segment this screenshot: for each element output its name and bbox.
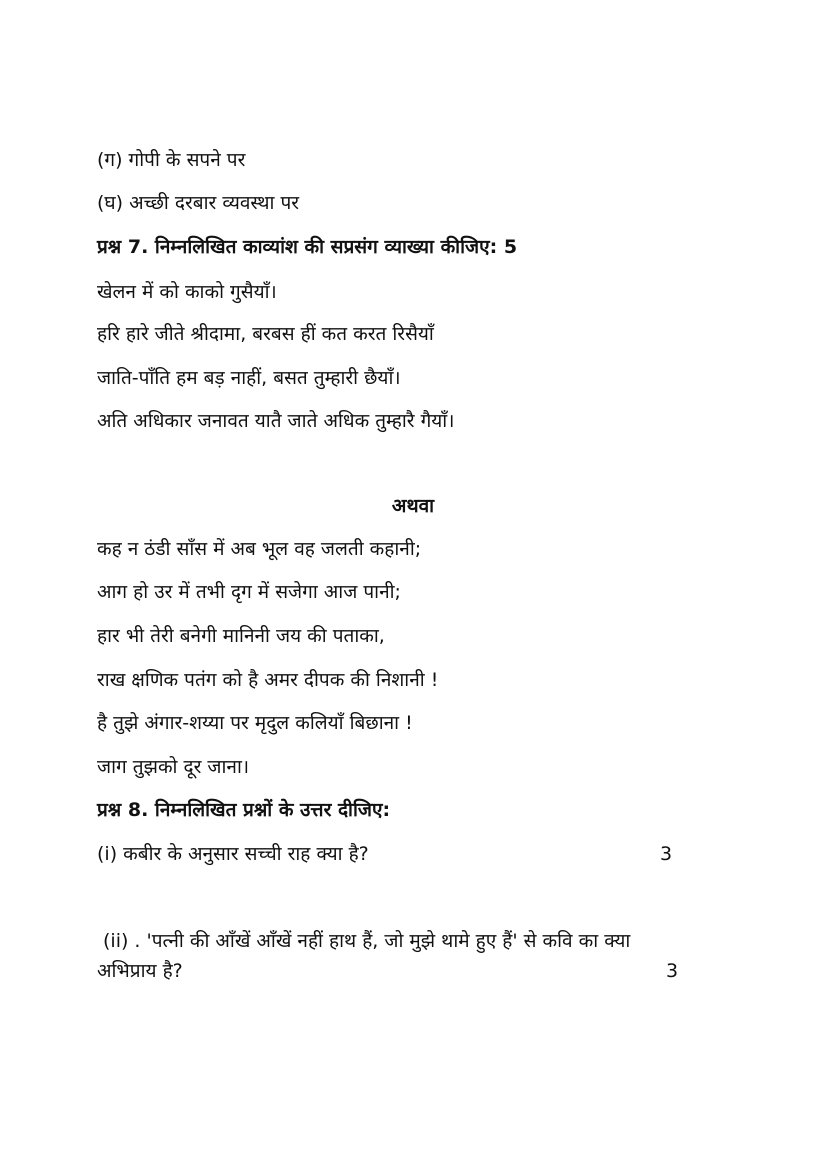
poem2-line-6: जाग तुझको दूर जाना। xyxy=(97,756,250,778)
question-8-heading: प्रश्न 8. निम्नलिखित प्रश्नों के उत्तर दीजिए: xyxy=(97,799,391,821)
option-g: (ग) गोपी के सपने पर xyxy=(97,149,246,171)
poem2-line-4: राख क्षणिक पतंग को है अमर दीपक की निशानी ! xyxy=(97,669,439,691)
poem2-line-2: आग हो उर में तभी दृग में सजेगा आज पानी; xyxy=(97,581,401,603)
question-8-sub-1-marks: 3 xyxy=(660,843,673,865)
poem1-line-3: जाति-पाँति हम बड़ नाहीं, बसत तुम्हारी छैयाँ। xyxy=(97,367,401,389)
poem2-line-1: कह न ठंडी साँस में अब भूल वह जलती कहानी; xyxy=(97,538,422,560)
question-8-sub-1: (i) कबीर के अनुसार सच्ची राह क्या है? xyxy=(97,843,369,865)
poem1-line-2: हरि हारे जीते श्रीदामा, बरबस हीं कत करत रिसैयाँ xyxy=(97,323,434,345)
poem1-line-4: अति अधिकार जनावत यातै जाते अधिक तुम्हारै गैयाँ। xyxy=(97,410,455,432)
poem2-line-3: हार भी तेरी बनेगी मानिनी जय की पताका, xyxy=(97,625,385,647)
option-gh: (घ) अच्छी दरबार व्यवस्था पर xyxy=(97,192,300,214)
question-8-sub-2-marks: 3 xyxy=(666,960,679,982)
question-8-sub-2-line-1: (ii) . 'पत्नी की आँखें आँखें नहीं हाथ हैं, जो मुझे थामे हुए हैं' से कवि का क्या xyxy=(103,930,631,952)
poem2-line-5: है तुझे अंगार-शय्या पर मृदुल कलियाँ बिछाना ! xyxy=(97,712,413,734)
question-7-heading: प्रश्न 7. निम्नलिखित काव्यांश की सप्रसंग व्याख्या कीजिए: 5 xyxy=(97,236,518,258)
poem1-line-1: खेलन में को काको गुसैयाँ। xyxy=(97,281,277,303)
or-label: अथवा xyxy=(391,495,435,517)
question-8-sub-2-line-2: अभिप्राय है? xyxy=(97,960,183,982)
